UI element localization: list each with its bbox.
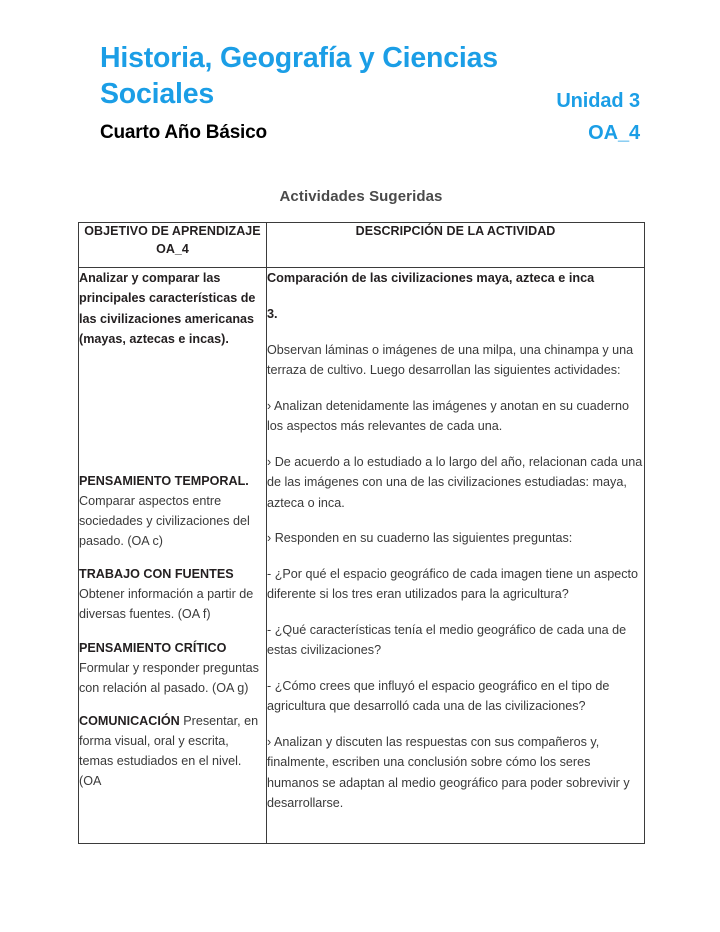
table-header-row	[79, 223, 645, 268]
step-marker: ›	[267, 734, 272, 749]
activities-table	[78, 222, 645, 844]
grade-level-label: Cuarto Año Básico	[100, 122, 267, 143]
objective-cell	[79, 268, 267, 844]
activity-question	[267, 676, 644, 717]
activity-title: Comparación de las civilizaciones maya, azteca e inca	[267, 271, 595, 285]
step-text: Analizan y discuten las respuestas con sus compañeros y, finalmente, escriben una conclusión sobre cómo los seres humanos se adaptan al medio geográfico para poder sobrevivir y desarrollarse.	[267, 734, 630, 811]
question-text: ¿Qué características tenía el medio geográfico de cada una de estas civilizaciones?	[267, 622, 627, 658]
skill-name: PENSAMIENTO CRÍTICO	[79, 640, 227, 655]
learning-objective-text: Analizar y comparar las principales características de las civilizaciones americanas (mayas, aztecas e incas).	[79, 271, 256, 347]
oa-code-label: OA_4	[588, 121, 640, 144]
question-text: ¿Cómo crees que influyó el espacio geográfico en el tipo de agricultura que desarrolló cada una de las civilizaciones?	[267, 678, 610, 714]
activity-question	[267, 620, 644, 661]
document-header	[100, 40, 640, 142]
question-text: ¿Por qué el espacio geográfico de cada imagen tiene un aspecto diferente si los tres eran utilizados para la agricultura?	[267, 566, 639, 602]
skill-description: Formular y responder preguntas con relación al pasado. (OA g)	[79, 660, 259, 695]
question-marker: -	[267, 678, 272, 693]
skills-list	[79, 471, 266, 792]
step-text: Responden en su cuaderno las siguientes preguntas:	[271, 531, 573, 546]
activity-number: 3.	[267, 307, 278, 322]
skill-item	[79, 711, 266, 792]
skill-description: Comparar aspectos entre sociedades y civilizaciones del pasado. (OA c)	[79, 493, 250, 548]
skill-name: PENSAMIENTO TEMPORAL.	[79, 473, 249, 488]
step-marker: ›	[267, 398, 272, 413]
activity-question	[267, 564, 644, 605]
table-header-description-text: DESCRIPCIÓN DE LA ACTIVIDAD	[355, 224, 556, 238]
activity-step	[267, 732, 644, 814]
question-marker: -	[267, 622, 272, 637]
step-marker: ›	[267, 454, 272, 469]
activity-intro: Observan láminas o imágenes de una milpa, una chinampa y una terraza de cultivo. Luego desarrollan las siguientes actividades:	[267, 342, 634, 378]
question-marker: -	[267, 566, 272, 581]
skill-item	[79, 564, 266, 624]
step-text: De acuerdo a lo estudiado a lo largo del año, relacionan cada una de las imágenes con una de las civilizaciones estudiadas: maya, azteca o inca.	[267, 454, 643, 510]
table-header-description	[267, 223, 645, 268]
step-marker: ›	[267, 531, 272, 546]
activity-step	[267, 396, 644, 437]
skill-item	[79, 471, 266, 552]
unit-label: Unidad 3	[556, 90, 640, 112]
section-heading: Actividades Sugeridas	[279, 188, 443, 205]
header-right-block	[410, 89, 640, 146]
activity-step	[267, 452, 644, 514]
step-text: Analizan detenidamente las imágenes y anotan en su cuaderno los aspectos más relevantes de cada una.	[267, 398, 629, 434]
table-header-objective-text: OBJETIVO DE APRENDIZAJE OA_4	[84, 224, 261, 256]
skill-description: Presentar, en forma visual, oral y escrita, temas estudiados en el nivel. (OA	[79, 713, 259, 789]
skill-description: Obtener información a partir de diversas fuentes. (OA f)	[79, 587, 254, 622]
description-cell	[267, 268, 645, 844]
table-header-objective	[79, 223, 267, 268]
skill-item	[79, 638, 266, 698]
header-main-row	[100, 40, 640, 142]
skill-name: COMUNICACIÓN	[79, 713, 180, 728]
table-body-row	[79, 268, 645, 844]
document-title: Historia, Geografía y Ciencias Sociales	[100, 42, 498, 111]
skill-name: TRABAJO CON FUENTES	[79, 567, 234, 582]
activity-step	[267, 528, 644, 549]
